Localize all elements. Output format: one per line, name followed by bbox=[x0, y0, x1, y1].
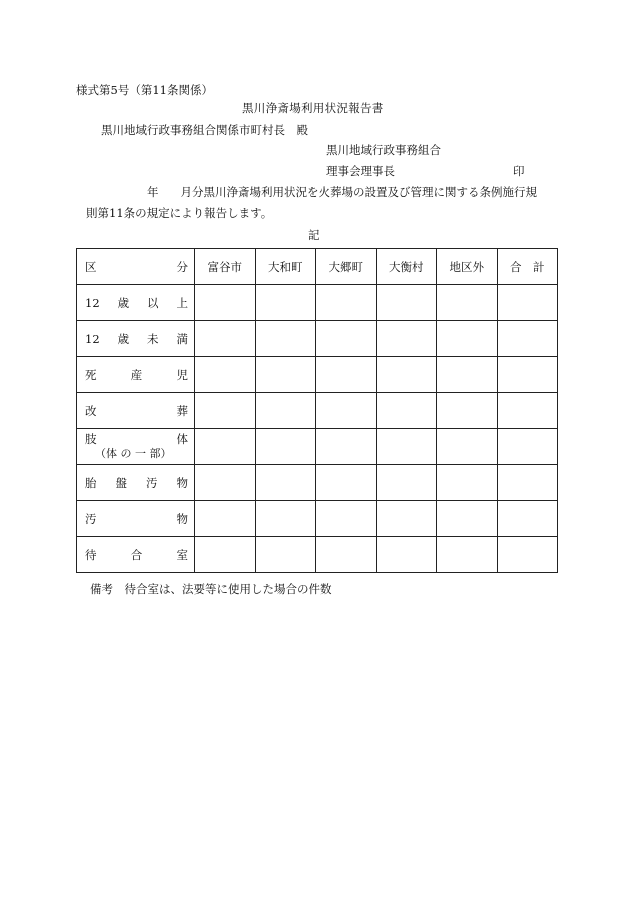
entry-cell-total[interactable] bbox=[497, 393, 558, 429]
header-category-char: 分 bbox=[176, 259, 188, 274]
row-label-cell bbox=[77, 357, 195, 393]
row-label-char: 歳 bbox=[117, 331, 130, 346]
column-header-total: 合 計 bbox=[497, 249, 558, 285]
row-label bbox=[85, 295, 188, 311]
table-row bbox=[77, 285, 558, 321]
form-number: 様式第5号（第11条関係） bbox=[76, 83, 213, 97]
entry-cell-osato[interactable] bbox=[316, 465, 377, 501]
body-month-text: 月分黒川浄斎場利用状況を火葬場の設置及び管理に関する条例施行規 bbox=[180, 185, 537, 199]
usage-report-table bbox=[76, 248, 558, 573]
entry-cell-taiwa[interactable] bbox=[255, 429, 316, 465]
table-header-row bbox=[77, 249, 558, 285]
row-label-main bbox=[85, 367, 188, 383]
entry-cell-total[interactable] bbox=[497, 285, 558, 321]
entry-cell-tomiya[interactable] bbox=[195, 285, 256, 321]
row-label-main bbox=[85, 547, 188, 563]
entry-cell-outside[interactable] bbox=[437, 393, 498, 429]
entry-cell-outside[interactable] bbox=[437, 429, 498, 465]
entry-cell-tomiya[interactable] bbox=[195, 393, 256, 429]
row-label-cell bbox=[77, 393, 195, 429]
row-label bbox=[85, 475, 188, 491]
row-label-cell bbox=[77, 537, 195, 573]
row-label-char: 室 bbox=[176, 547, 188, 562]
header-category-label bbox=[85, 259, 188, 275]
entry-cell-outside[interactable] bbox=[437, 321, 498, 357]
entry-cell-ohira[interactable] bbox=[376, 465, 437, 501]
entry-cell-tomiya[interactable] bbox=[195, 429, 256, 465]
entry-cell-outside[interactable] bbox=[437, 465, 498, 501]
header-category-cell bbox=[77, 249, 195, 285]
row-label-main bbox=[85, 475, 188, 491]
row-label-subtext: （体 の 一 部） bbox=[95, 446, 172, 460]
row-label-cell bbox=[77, 429, 195, 465]
entry-cell-tomiya[interactable] bbox=[195, 357, 256, 393]
row-label bbox=[85, 511, 188, 527]
entry-cell-osato[interactable] bbox=[316, 537, 377, 573]
entry-cell-ohira[interactable] bbox=[376, 285, 437, 321]
column-header-osato: 大郷町 bbox=[316, 249, 377, 285]
row-label-cell bbox=[77, 321, 195, 357]
entry-cell-outside[interactable] bbox=[437, 537, 498, 573]
entry-cell-tomiya[interactable] bbox=[195, 537, 256, 573]
row-label bbox=[85, 367, 188, 383]
usage-report-table-body bbox=[77, 249, 558, 573]
entry-cell-taiwa[interactable] bbox=[255, 321, 316, 357]
row-label-main bbox=[85, 432, 188, 446]
entry-cell-ohira[interactable] bbox=[376, 393, 437, 429]
table-row bbox=[77, 537, 558, 573]
entry-cell-tomiya[interactable] bbox=[195, 321, 256, 357]
body-text-line-1 bbox=[76, 187, 537, 199]
document-title: 黒川浄斎場利用状況報告書 bbox=[242, 101, 384, 115]
row-label-char: 満 bbox=[176, 331, 188, 346]
row-label-main bbox=[85, 295, 188, 311]
column-header-ohira: 大衡村 bbox=[376, 249, 437, 285]
row-label-char: 物 bbox=[176, 475, 188, 490]
entry-cell-taiwa[interactable] bbox=[255, 285, 316, 321]
header-category-char: 区 bbox=[85, 259, 97, 274]
entry-cell-total[interactable] bbox=[497, 465, 558, 501]
addressee: 黒川地域行政事務組合関係市町村長 殿 bbox=[101, 123, 308, 137]
table-row bbox=[77, 357, 558, 393]
row-label-main bbox=[85, 331, 188, 347]
entry-cell-outside[interactable] bbox=[437, 501, 498, 537]
row-label-char: 改 bbox=[85, 403, 97, 418]
entry-cell-osato[interactable] bbox=[316, 321, 377, 357]
entry-cell-taiwa[interactable] bbox=[255, 357, 316, 393]
row-label-char: 葬 bbox=[176, 403, 188, 418]
entry-cell-total[interactable] bbox=[497, 357, 558, 393]
entry-cell-ohira[interactable] bbox=[376, 357, 437, 393]
entry-cell-osato[interactable] bbox=[316, 393, 377, 429]
sender-title: 理事会理事長 bbox=[326, 164, 395, 178]
table-row bbox=[77, 321, 558, 357]
body-year-label: 年 bbox=[147, 185, 159, 199]
ki-heading: 記 bbox=[308, 228, 320, 242]
row-label bbox=[85, 331, 188, 347]
seal-mark: 印 bbox=[513, 164, 525, 178]
entry-cell-osato[interactable] bbox=[316, 501, 377, 537]
table-row bbox=[77, 465, 558, 501]
entry-cell-total[interactable] bbox=[497, 537, 558, 573]
entry-cell-osato[interactable] bbox=[316, 285, 377, 321]
row-label-char: 待 bbox=[85, 547, 97, 562]
entry-cell-taiwa[interactable] bbox=[255, 537, 316, 573]
row-label-char: 産 bbox=[130, 367, 143, 382]
entry-cell-tomiya[interactable] bbox=[195, 501, 256, 537]
row-label-char: 死 bbox=[85, 367, 97, 382]
table-row bbox=[77, 429, 558, 465]
column-header-taiwa: 大和町 bbox=[255, 249, 316, 285]
column-header-tomiya: 富谷市 bbox=[195, 249, 256, 285]
row-label bbox=[85, 432, 188, 460]
row-label-char: 合 bbox=[130, 547, 143, 562]
row-label-char: 体 bbox=[176, 432, 188, 447]
entry-cell-tomiya[interactable] bbox=[195, 465, 256, 501]
row-label-char: 児 bbox=[176, 367, 188, 382]
row-label-char: 盤 bbox=[115, 475, 127, 490]
entry-cell-taiwa[interactable] bbox=[255, 393, 316, 429]
sender-organization: 黒川地域行政事務組合 bbox=[326, 143, 441, 157]
row-label-char: 胎 bbox=[85, 475, 97, 490]
entry-cell-outside[interactable] bbox=[437, 285, 498, 321]
entry-cell-total[interactable] bbox=[497, 501, 558, 537]
row-label bbox=[85, 403, 188, 419]
row-label-cell bbox=[77, 501, 195, 537]
row-label-char: 歳 bbox=[117, 295, 130, 310]
row-label-char: 汚 bbox=[85, 511, 97, 526]
row-label-char: 12 bbox=[85, 331, 100, 346]
table-row bbox=[77, 393, 558, 429]
row-label-cell bbox=[77, 285, 195, 321]
entry-cell-osato[interactable] bbox=[316, 429, 377, 465]
entry-cell-ohira[interactable] bbox=[376, 501, 437, 537]
entry-cell-ohira[interactable] bbox=[376, 321, 437, 357]
row-label-char: 以 bbox=[147, 295, 159, 310]
column-header-outside: 地区外 bbox=[437, 249, 498, 285]
row-label-main bbox=[85, 403, 188, 419]
row-label bbox=[85, 547, 188, 563]
entry-cell-outside[interactable] bbox=[437, 357, 498, 393]
remarks: 備考 待合室は、法要等に使用した場合の件数 bbox=[90, 582, 332, 596]
entry-cell-osato[interactable] bbox=[316, 357, 377, 393]
entry-cell-taiwa[interactable] bbox=[255, 501, 316, 537]
entry-cell-ohira[interactable] bbox=[376, 429, 437, 465]
entry-cell-total[interactable] bbox=[497, 429, 558, 465]
row-label-char: 肢 bbox=[85, 432, 97, 447]
row-label-char: 汚 bbox=[146, 475, 158, 490]
table-row bbox=[77, 501, 558, 537]
row-label-char: 上 bbox=[176, 295, 188, 310]
entry-cell-total[interactable] bbox=[497, 321, 558, 357]
row-label-main bbox=[85, 511, 188, 527]
row-label-char: 物 bbox=[176, 511, 188, 526]
row-label-char: 未 bbox=[147, 331, 159, 346]
entry-cell-taiwa[interactable] bbox=[255, 465, 316, 501]
row-label-char: 12 bbox=[85, 295, 100, 310]
row-label-cell bbox=[77, 465, 195, 501]
entry-cell-ohira[interactable] bbox=[376, 537, 437, 573]
body-text-line-2: 則第11条の規定により報告します。 bbox=[86, 206, 273, 220]
